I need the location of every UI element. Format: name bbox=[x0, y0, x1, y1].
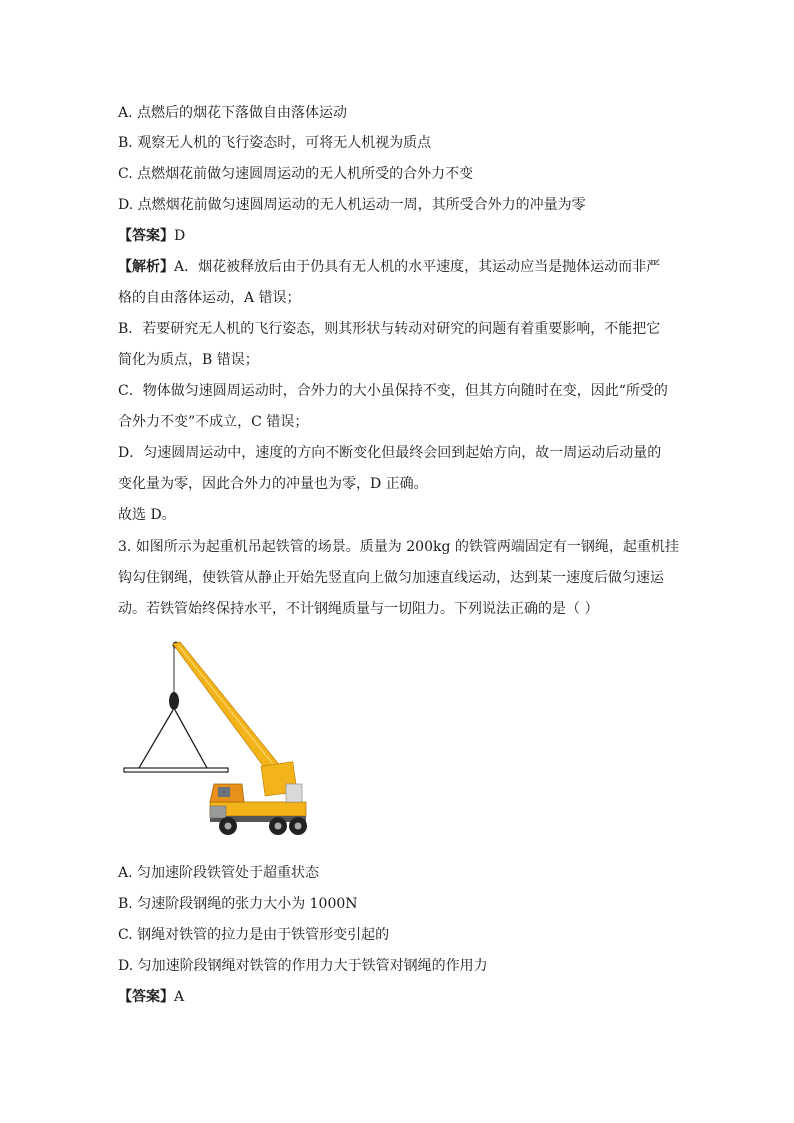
q3-stem-line-1: 3. 如图所示为起重机吊起铁管的场景。质量为 200kg 的铁管两端固定有一钢绳，起重机挂 bbox=[118, 539, 679, 555]
q2-analysis-line-7: D．匀速圆周运动中，速度的方向不断变化但最终会回到起始方向，故一周运动后动量的 bbox=[118, 445, 662, 461]
answer-value: D bbox=[174, 228, 186, 244]
hook-block bbox=[169, 692, 179, 710]
q3-answer bbox=[118, 987, 184, 1007]
sling-right bbox=[175, 710, 207, 768]
crane-cabin bbox=[286, 784, 302, 802]
q2-analysis-line-9: 故选 D。 bbox=[118, 507, 176, 523]
q2-option-a: A. 点燃后的烟花下落做自由落体运动 bbox=[118, 105, 348, 121]
cab-grille bbox=[210, 806, 226, 818]
q2-analysis-line-3: B．若要研究无人机的飞行姿态，则其形状与转动对研究的问题有着重要影响，不能把它 bbox=[118, 321, 661, 337]
answer-label: 【答案】 bbox=[118, 989, 174, 1005]
cab-window bbox=[218, 787, 230, 797]
steel-pipe bbox=[124, 768, 228, 772]
q2-option-d: D. 点燃烟花前做匀速圆周运动的无人机运动一周，其所受合外力的冲量为零 bbox=[118, 197, 586, 213]
q2-analysis-line-2: 格的自由落体运动，A 错误； bbox=[118, 290, 301, 306]
q2-analysis-line-8: 变化量为零，因此合外力的冲量也为零，D 正确。 bbox=[118, 476, 428, 492]
q2-option-c: C. 点燃烟花前做匀速圆周运动的无人机所受的合外力不变 bbox=[118, 166, 474, 182]
crane-lifting-pipe-figure bbox=[118, 636, 318, 846]
answer-value: A bbox=[174, 989, 185, 1005]
q3-option-a: A. 匀加速阶段铁管处于超重状态 bbox=[118, 865, 320, 881]
q3-option-b: B. 匀速阶段钢绳的张力大小为 1000N bbox=[118, 896, 358, 912]
q2-analysis-line-4: 简化为质点，B 错误； bbox=[118, 352, 259, 368]
analysis-label: 【解析】 bbox=[118, 259, 174, 275]
q3-stem-line-3: 动。若铁管始终保持水平，不计钢绳质量与一切阻力。下列说法正确的是（ ） bbox=[118, 601, 599, 617]
sling-left bbox=[139, 710, 173, 768]
q2-analysis-line-5: C．物体做匀速圆周运动时，合外力的大小虽保持不变，但其方向随时在变，因此“所受的 bbox=[118, 383, 668, 399]
q3-stem-line-2: 钩勾住钢绳，使铁管从静止开始先竖直向上做匀加速直线运动，达到某一速度后做匀速运 bbox=[118, 570, 664, 586]
answer-label: 【答案】 bbox=[118, 228, 174, 244]
wheel-rear-2-hub bbox=[295, 823, 302, 830]
q2-answer bbox=[118, 226, 185, 246]
wheel-rear-1-hub bbox=[275, 823, 282, 830]
q3-option-c: C. 钢绳对铁管的拉力是由于铁管形变引起的 bbox=[118, 927, 390, 943]
q2-analysis-line-6: 合外力不变”不成立，C 错误； bbox=[118, 414, 309, 430]
q2-analysis-line-1 bbox=[118, 257, 660, 277]
wheel-front-hub bbox=[225, 823, 232, 830]
q2-option-b: B. 观察无人机的飞行姿态时，可将无人机视为质点 bbox=[118, 135, 432, 151]
analysis-text: A．烟花被释放后由于仍具有无人机的水平速度，其运动应当是抛体运动而非严 bbox=[174, 259, 661, 275]
q3-option-d: D. 匀加速阶段钢绳对铁管的作用力大于铁管对钢绳的作用力 bbox=[118, 958, 488, 974]
